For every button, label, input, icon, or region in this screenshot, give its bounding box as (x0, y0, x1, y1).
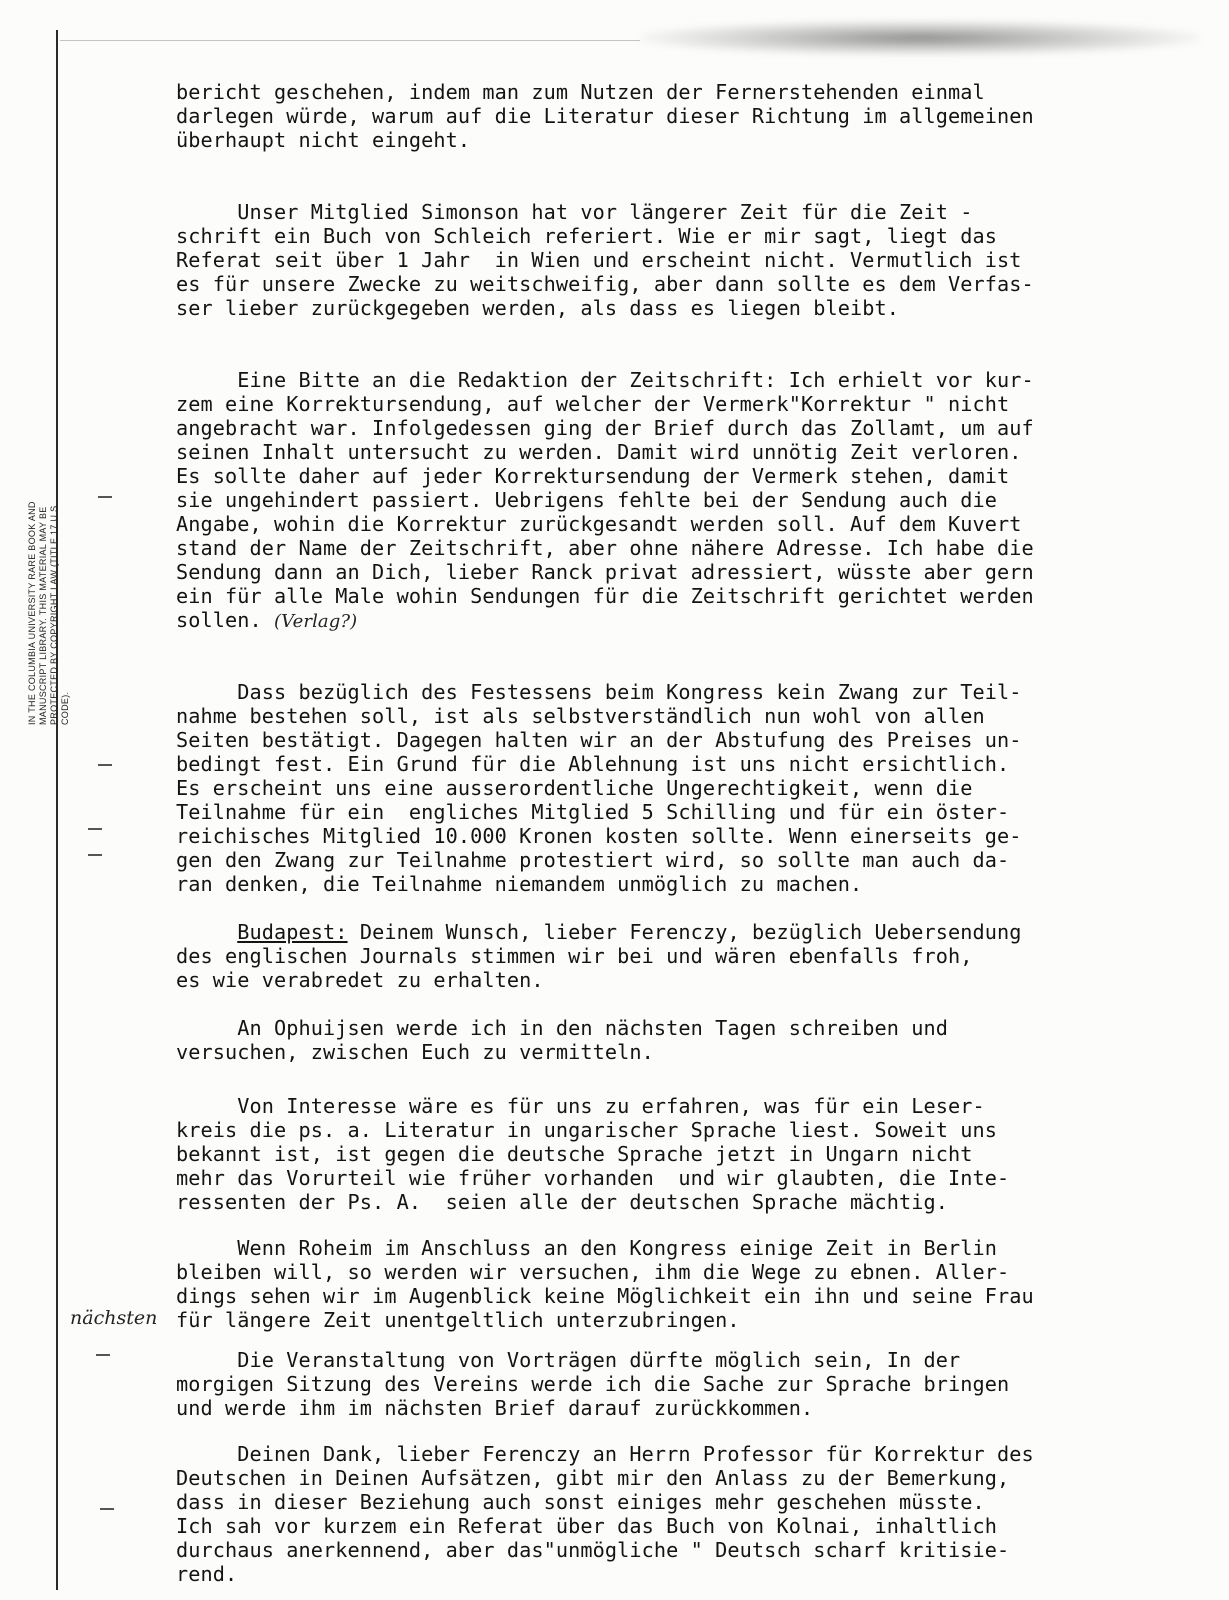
text-line: darlegen würde, warum auf die Literatur dieser Richtung im allgemeinen (176, 104, 1034, 128)
text-line: bekannt ist, ist gegen die deutsche Sprache jetzt in Ungarn nicht (176, 1142, 973, 1166)
paragraph-1 (176, 80, 1186, 152)
margin-tick (100, 1508, 114, 1510)
text-line: dings sehen wir im Augenblick keine Möglichkeit ein ihn und seine Frau (176, 1284, 1034, 1308)
left-border-line (56, 30, 58, 1590)
text-line: bedingt fest. Ein Grund für die Ablehnung ist uns nicht ersichtlich. (176, 752, 1010, 776)
handwritten-annotation: (Verlag?) (274, 611, 358, 632)
text-line (176, 920, 1186, 944)
paragraph-2 (176, 200, 1186, 320)
margin-tick (98, 496, 112, 498)
section-heading: Budapest: (237, 920, 348, 944)
paragraph-4 (176, 680, 1186, 896)
text-line: Von Interesse wäre es für uns zu erfahren, was für ein Leser- (176, 1094, 985, 1118)
text-line: des englischen Journals stimmen wir bei und wären ebenfalls froh, (176, 944, 973, 968)
paragraph-9 (176, 1348, 1186, 1420)
text-line: Ich sah vor kurzem ein Referat über das Buch von Kolnai, inhaltlich (176, 1514, 998, 1538)
text-line: reichisches Mitglied 10.000 Kronen kosten sollte. Wenn einerseits ge- (176, 824, 1022, 848)
text-line: es für unsere Zwecke zu weitschweifig, aber dann sollte es dem Verfas- (176, 272, 1034, 296)
text-line: es wie verabredet zu erhalten. (176, 968, 544, 992)
copyright-stamp (14, 400, 84, 730)
text-line: Deutschen in Deinen Aufsätzen, gibt mir den Anlass zu der Bemerkung, (176, 1466, 1010, 1490)
text-line: Eine Bitte an die Redaktion der Zeitschrift: Ich erhielt vor kur- (176, 368, 1034, 392)
text-line: sie ungehindert passiert. Uebrigens fehlte bei der Sendung auch die (176, 488, 998, 512)
scan-smudge (640, 20, 1200, 56)
text-line: ein für alle Male wohin Sendungen für die Zeitschrift gerichtet werden (176, 584, 1034, 608)
text-line: bleiben will, so werden wir versuchen, ihm die Wege zu ebnen. Aller- (176, 1260, 1010, 1284)
text-line: Wenn Roheim im Anschluss an den Kongress einige Zeit in Berlin (176, 1236, 998, 1260)
text-line: bericht geschehen, indem man zum Nutzen der Fernerstehenden einmal (176, 80, 985, 104)
text-line: angebracht war. Infolgedessen ging der Brief durch das Zollamt, um auf (176, 416, 1034, 440)
text-line: Unser Mitglied Simonson hat vor längerer Zeit für die Zeit - (176, 200, 973, 224)
text-line: Es sollte daher auf jeder Korrektursendung der Vermerk stehen, damit (176, 464, 1010, 488)
paragraph-7 (176, 1094, 1186, 1214)
text-line: seinen Inhalt untersucht zu werden. Damit wird unnötig Zeit verloren. (176, 440, 1022, 464)
text-line: überhaupt nicht eingeht. (176, 128, 471, 152)
text-line: Es erscheint uns eine ausserordentliche Ungerechtigkeit, wenn die (176, 776, 973, 800)
text-line: ran denken, die Teilnahme niemandem unmöglich zu machen. (176, 872, 863, 896)
paragraph-budapest (176, 920, 1186, 992)
paragraph-6 (176, 1016, 1186, 1064)
text-line: nahme bestehen soll, ist als selbstverständlich nun wohl von allen (176, 704, 985, 728)
text-line: Sendung dann an Dich, lieber Ranck privat adressiert, wüsste aber gern (176, 560, 1034, 584)
text-line: mehr das Vorurteil wie früher vorhanden und wir glaubten, die Inte- (176, 1166, 1010, 1190)
text-line: versuchen, zwischen Euch zu vermitteln. (176, 1040, 654, 1064)
text-line: zem eine Korrektursendung, auf welcher der Vermerk"Korrektur " nicht (176, 392, 1010, 416)
text-line: Angabe, wohin die Korrektur zurückgesandt werden soll. Auf dem Kuvert (176, 512, 1022, 536)
text-line: rend. (176, 1562, 238, 1586)
margin-tick (98, 764, 112, 766)
text-line: schrift ein Buch von Schleich referiert. Wie er mir sagt, liegt das (176, 224, 998, 248)
text-line: für längere Zeit unentgeltlich unterzubringen. (176, 1308, 740, 1332)
text-line: Referat seit über 1 Jahr in Wien und erscheint nicht. Vermutlich ist (176, 248, 1022, 272)
text-line: und werde ihm im nächsten Brief darauf zurückkommen. (176, 1396, 814, 1420)
handwritten-margin-note: nächsten (70, 1307, 158, 1329)
text-line: dass in dieser Beziehung auch sonst einiges mehr geschehen müsste. (176, 1490, 985, 1514)
letter-body (176, 80, 1186, 1586)
text-line: ser lieber zurückgegeben werden, als dass es liegen bleibt. (176, 296, 899, 320)
text-line: Teilnahme für ein engliches Mitglied 5 Schilling und für ein öster- (176, 800, 1010, 824)
text-segment: sollen. (176, 608, 262, 632)
paragraph-3 (176, 368, 1186, 632)
paragraph-8 (176, 1236, 1186, 1332)
margin-tick (96, 1354, 110, 1356)
text-segment: Deinem Wunsch, lieber Ferenczy, bezüglich Uebersendung (347, 920, 1022, 944)
text-line: An Ophuijsen werde ich in den nächsten Tagen schreiben und (176, 1016, 948, 1040)
paragraph-10 (176, 1442, 1186, 1586)
copyright-stamp-text: IN THE COLUMBIA UNIVERSITY RARE BOOK AND MANUSCRIPT LIBRARY. THIS MATERIAL MAY BE PROTECTED BY COPYRIGHT LAW (TITLE 17 U.S. CODE). (27, 501, 70, 725)
text-line: Dass bezüglich des Festessens beim Kongress kein Zwang zur Teil- (176, 680, 1022, 704)
text-line: Deinen Dank, lieber Ferenczy an Herrn Professor für Korrektur des (176, 1442, 1034, 1466)
text-line: kreis die ps. a. Literatur in ungarischer Sprache liest. Soweit uns (176, 1118, 998, 1142)
text-line: Die Veranstaltung von Vorträgen dürfte möglich sein, In der (176, 1348, 961, 1372)
text-line: ressenten der Ps. A. seien alle der deutschen Sprache mächtig. (176, 1190, 948, 1214)
text-line: gen den Zwang zur Teilnahme protestiert wird, so sollte man auch da- (176, 848, 1010, 872)
margin-tick (88, 828, 102, 830)
text-line: morgigen Sitzung des Vereins werde ich die Sache zur Sprache bringen (176, 1372, 1010, 1396)
text-line (176, 608, 1186, 632)
top-scan-line (60, 40, 640, 41)
text-line: Seiten bestätigt. Dagegen halten wir an der Abstufung des Preises un- (176, 728, 1022, 752)
margin-tick (88, 854, 102, 856)
text-line: stand der Name der Zeitschrift, aber ohne nähere Adresse. Ich habe die (176, 536, 1034, 560)
text-line: durchaus anerkennend, aber das"unmögliche " Deutsch scharf kritisie- (176, 1538, 1010, 1562)
